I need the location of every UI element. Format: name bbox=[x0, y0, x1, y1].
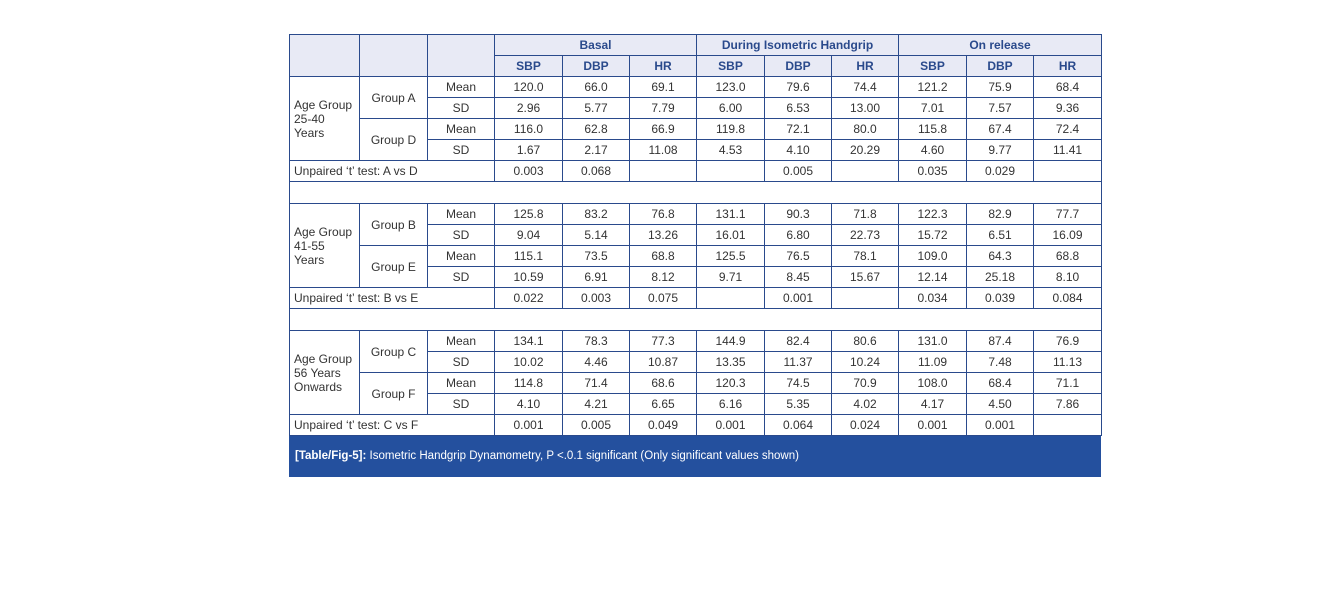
mean-value-cell: 90.3 bbox=[765, 204, 832, 225]
spacer-row bbox=[290, 309, 1102, 331]
mean-value-cell: 76.9 bbox=[1034, 331, 1102, 352]
mean-value-cell: 123.0 bbox=[697, 77, 765, 98]
sd-value-cell: 5.77 bbox=[563, 98, 630, 119]
p-value-cell: 0.001 bbox=[495, 415, 563, 436]
sd-value-cell: 15.67 bbox=[832, 267, 899, 288]
age-group-label bbox=[290, 331, 360, 415]
sd-value-cell: 2.96 bbox=[495, 98, 563, 119]
sd-value-cell: 4.10 bbox=[495, 394, 563, 415]
table-row bbox=[290, 331, 1102, 352]
sd-value-cell: 9.04 bbox=[495, 225, 563, 246]
mean-value-cell: 70.9 bbox=[832, 373, 899, 394]
sd-value-cell: 7.48 bbox=[967, 352, 1034, 373]
p-value-cell: 0.005 bbox=[765, 161, 832, 182]
stat-label: SD bbox=[428, 225, 495, 246]
table-row bbox=[290, 204, 1102, 225]
mean-value-cell: 69.1 bbox=[630, 77, 697, 98]
age-group-line: Onwards bbox=[294, 379, 343, 394]
age-group-line: 41-55 bbox=[294, 238, 325, 253]
mean-value-cell: 114.8 bbox=[495, 373, 563, 394]
age-group-line: 25-40 bbox=[294, 111, 325, 126]
stat-label: SD bbox=[428, 394, 495, 415]
mean-value-cell: 82.9 bbox=[967, 204, 1034, 225]
mean-value-cell: 116.0 bbox=[495, 119, 563, 140]
header-blank bbox=[428, 35, 495, 77]
age-group-line: Age Group bbox=[294, 224, 353, 239]
p-value-cell: 0.001 bbox=[765, 288, 832, 309]
stat-label: Mean bbox=[428, 77, 495, 98]
mean-value-cell: 125.5 bbox=[697, 246, 765, 267]
age-group-line: Years bbox=[294, 252, 325, 267]
mean-value-cell: 62.8 bbox=[563, 119, 630, 140]
sd-value-cell: 10.87 bbox=[630, 352, 697, 373]
p-value-cell: 0.064 bbox=[765, 415, 832, 436]
sd-value-cell: 11.08 bbox=[630, 140, 697, 161]
stat-label: Mean bbox=[428, 119, 495, 140]
mean-value-cell: 121.2 bbox=[899, 77, 967, 98]
mean-value-cell: 68.8 bbox=[1034, 246, 1102, 267]
p-value-cell: 0.084 bbox=[1034, 288, 1102, 309]
group-label: Group B bbox=[360, 204, 428, 246]
sd-value-cell: 6.80 bbox=[765, 225, 832, 246]
mean-value-cell: 120.0 bbox=[495, 77, 563, 98]
group-label: Group C bbox=[360, 331, 428, 373]
sd-value-cell: 7.57 bbox=[967, 98, 1034, 119]
mean-value-cell: 71.8 bbox=[832, 204, 899, 225]
p-value-cell: 0.035 bbox=[899, 161, 967, 182]
sd-value-cell: 22.73 bbox=[832, 225, 899, 246]
p-value-cell bbox=[832, 288, 899, 309]
sd-value-cell: 12.14 bbox=[899, 267, 967, 288]
header-measure: SBP bbox=[495, 56, 563, 77]
ttest-row bbox=[290, 415, 1102, 436]
mean-value-cell: 67.4 bbox=[967, 119, 1034, 140]
sd-value-cell: 7.86 bbox=[1034, 394, 1102, 415]
mean-value-cell: 78.1 bbox=[832, 246, 899, 267]
sd-value-cell: 8.10 bbox=[1034, 267, 1102, 288]
mean-value-cell: 74.4 bbox=[832, 77, 899, 98]
mean-value-cell: 122.3 bbox=[899, 204, 967, 225]
mean-value-cell: 108.0 bbox=[899, 373, 967, 394]
p-value-cell bbox=[1034, 415, 1102, 436]
sd-value-cell: 13.26 bbox=[630, 225, 697, 246]
mean-value-cell: 66.9 bbox=[630, 119, 697, 140]
sd-value-cell: 7.79 bbox=[630, 98, 697, 119]
mean-value-cell: 83.2 bbox=[563, 204, 630, 225]
sd-value-cell: 9.77 bbox=[967, 140, 1034, 161]
mean-value-cell: 125.8 bbox=[495, 204, 563, 225]
mean-value-cell: 134.1 bbox=[495, 331, 563, 352]
sd-value-cell: 11.41 bbox=[1034, 140, 1102, 161]
p-value-cell: 0.034 bbox=[899, 288, 967, 309]
sd-value-cell: 6.16 bbox=[697, 394, 765, 415]
stat-label: SD bbox=[428, 267, 495, 288]
header-measure: SBP bbox=[899, 56, 967, 77]
sd-value-cell: 6.51 bbox=[967, 225, 1034, 246]
ttest-row bbox=[290, 161, 1102, 182]
p-value-cell: 0.024 bbox=[832, 415, 899, 436]
sd-value-cell: 4.53 bbox=[697, 140, 765, 161]
p-value-cell: 0.001 bbox=[899, 415, 967, 436]
stat-label: Mean bbox=[428, 204, 495, 225]
sd-value-cell: 16.01 bbox=[697, 225, 765, 246]
stat-label: SD bbox=[428, 140, 495, 161]
sd-value-cell: 4.10 bbox=[765, 140, 832, 161]
p-value-cell: 0.039 bbox=[967, 288, 1034, 309]
caption-text: Isometric Handgrip Dynamometry, P <.0.1 significant (Only significant values shown) bbox=[366, 450, 799, 462]
mean-value-cell: 73.5 bbox=[563, 246, 630, 267]
sd-value-cell: 15.72 bbox=[899, 225, 967, 246]
caption-ref: [Table/Fig-5]: bbox=[295, 450, 367, 462]
age-group-label bbox=[290, 204, 360, 288]
p-value-cell: 0.029 bbox=[967, 161, 1034, 182]
header-blank bbox=[290, 35, 360, 77]
sd-value-cell: 16.09 bbox=[1034, 225, 1102, 246]
stat-label: SD bbox=[428, 98, 495, 119]
ttest-label: Unpaired ‘t’ test: A vs D bbox=[290, 161, 495, 182]
table-caption bbox=[289, 436, 1101, 477]
mean-value-cell: 76.5 bbox=[765, 246, 832, 267]
table-row bbox=[290, 119, 1102, 140]
p-value-cell: 0.049 bbox=[630, 415, 697, 436]
sd-value-cell: 4.02 bbox=[832, 394, 899, 415]
sd-value-cell: 10.24 bbox=[832, 352, 899, 373]
sd-value-cell: 11.09 bbox=[899, 352, 967, 373]
header-measure: DBP bbox=[967, 56, 1034, 77]
mean-value-cell: 131.0 bbox=[899, 331, 967, 352]
sd-value-cell: 4.50 bbox=[967, 394, 1034, 415]
p-value-cell: 0.003 bbox=[495, 161, 563, 182]
sd-value-cell: 9.36 bbox=[1034, 98, 1102, 119]
header-group: During Isometric Handgrip bbox=[697, 35, 899, 56]
stat-label: Mean bbox=[428, 246, 495, 267]
header-measure: DBP bbox=[765, 56, 832, 77]
mean-value-cell: 82.4 bbox=[765, 331, 832, 352]
sd-value-cell: 9.71 bbox=[697, 267, 765, 288]
group-label: Group D bbox=[360, 119, 428, 161]
mean-value-cell: 75.9 bbox=[967, 77, 1034, 98]
header-group: On release bbox=[899, 35, 1102, 56]
group-label: Group A bbox=[360, 77, 428, 119]
sd-value-cell: 6.91 bbox=[563, 267, 630, 288]
p-value-cell: 0.001 bbox=[967, 415, 1034, 436]
sd-value-cell: 6.65 bbox=[630, 394, 697, 415]
mean-value-cell: 115.8 bbox=[899, 119, 967, 140]
mean-value-cell: 109.0 bbox=[899, 246, 967, 267]
sd-value-cell: 11.13 bbox=[1034, 352, 1102, 373]
header-measure: HR bbox=[1034, 56, 1102, 77]
sd-value-cell: 4.17 bbox=[899, 394, 967, 415]
header-group: Basal bbox=[495, 35, 697, 56]
age-group-line: Years bbox=[294, 125, 325, 140]
spacer-cell bbox=[290, 182, 1102, 204]
sd-value-cell: 5.35 bbox=[765, 394, 832, 415]
spacer-cell bbox=[290, 309, 1102, 331]
sd-value-cell: 6.53 bbox=[765, 98, 832, 119]
mean-value-cell: 115.1 bbox=[495, 246, 563, 267]
sd-value-cell: 20.29 bbox=[832, 140, 899, 161]
p-value-cell: 0.001 bbox=[697, 415, 765, 436]
mean-value-cell: 120.3 bbox=[697, 373, 765, 394]
sd-value-cell: 8.12 bbox=[630, 267, 697, 288]
p-value-cell bbox=[697, 288, 765, 309]
mean-value-cell: 74.5 bbox=[765, 373, 832, 394]
sd-value-cell: 2.17 bbox=[563, 140, 630, 161]
age-group-line: Age Group bbox=[294, 351, 353, 366]
table-figure bbox=[289, 34, 1101, 477]
p-value-cell: 0.022 bbox=[495, 288, 563, 309]
group-label: Group E bbox=[360, 246, 428, 288]
mean-value-cell: 68.8 bbox=[630, 246, 697, 267]
table-row bbox=[290, 373, 1102, 394]
age-group-label bbox=[290, 77, 360, 161]
sd-value-cell: 6.00 bbox=[697, 98, 765, 119]
mean-value-cell: 71.4 bbox=[563, 373, 630, 394]
mean-value-cell: 144.9 bbox=[697, 331, 765, 352]
stat-label: Mean bbox=[428, 373, 495, 394]
header-measure: HR bbox=[630, 56, 697, 77]
p-value-cell bbox=[1034, 161, 1102, 182]
p-value-cell bbox=[697, 161, 765, 182]
sd-value-cell: 7.01 bbox=[899, 98, 967, 119]
hemodynamics-table bbox=[289, 34, 1102, 436]
sd-value-cell: 8.45 bbox=[765, 267, 832, 288]
mean-value-cell: 72.1 bbox=[765, 119, 832, 140]
sd-value-cell: 4.21 bbox=[563, 394, 630, 415]
mean-value-cell: 68.6 bbox=[630, 373, 697, 394]
p-value-cell bbox=[832, 161, 899, 182]
sd-value-cell: 25.18 bbox=[967, 267, 1034, 288]
header-blank bbox=[360, 35, 428, 77]
mean-value-cell: 68.4 bbox=[1034, 77, 1102, 98]
p-value-cell: 0.075 bbox=[630, 288, 697, 309]
sd-value-cell: 10.02 bbox=[495, 352, 563, 373]
stat-label: SD bbox=[428, 352, 495, 373]
ttest-row bbox=[290, 288, 1102, 309]
mean-value-cell: 119.8 bbox=[697, 119, 765, 140]
sd-value-cell: 10.59 bbox=[495, 267, 563, 288]
p-value-cell bbox=[630, 161, 697, 182]
mean-value-cell: 64.3 bbox=[967, 246, 1034, 267]
table-row bbox=[290, 246, 1102, 267]
mean-value-cell: 80.0 bbox=[832, 119, 899, 140]
mean-value-cell: 66.0 bbox=[563, 77, 630, 98]
mean-value-cell: 68.4 bbox=[967, 373, 1034, 394]
mean-value-cell: 77.7 bbox=[1034, 204, 1102, 225]
sd-value-cell: 13.00 bbox=[832, 98, 899, 119]
stat-label: Mean bbox=[428, 331, 495, 352]
ttest-label: Unpaired ‘t’ test: C vs F bbox=[290, 415, 495, 436]
sd-value-cell: 13.35 bbox=[697, 352, 765, 373]
group-label: Group F bbox=[360, 373, 428, 415]
mean-value-cell: 71.1 bbox=[1034, 373, 1102, 394]
table-row bbox=[290, 77, 1102, 98]
mean-value-cell: 80.6 bbox=[832, 331, 899, 352]
age-group-line: Age Group bbox=[294, 97, 353, 112]
ttest-label: Unpaired ‘t’ test: B vs E bbox=[290, 288, 495, 309]
sd-value-cell: 4.46 bbox=[563, 352, 630, 373]
mean-value-cell: 78.3 bbox=[563, 331, 630, 352]
p-value-cell: 0.068 bbox=[563, 161, 630, 182]
mean-value-cell: 131.1 bbox=[697, 204, 765, 225]
spacer-row bbox=[290, 182, 1102, 204]
mean-value-cell: 87.4 bbox=[967, 331, 1034, 352]
p-value-cell: 0.005 bbox=[563, 415, 630, 436]
header-measure: HR bbox=[832, 56, 899, 77]
sd-value-cell: 4.60 bbox=[899, 140, 967, 161]
header-measure: DBP bbox=[563, 56, 630, 77]
sd-value-cell: 11.37 bbox=[765, 352, 832, 373]
mean-value-cell: 72.4 bbox=[1034, 119, 1102, 140]
header-measure: SBP bbox=[697, 56, 765, 77]
sd-value-cell: 1.67 bbox=[495, 140, 563, 161]
sd-value-cell: 5.14 bbox=[563, 225, 630, 246]
mean-value-cell: 77.3 bbox=[630, 331, 697, 352]
p-value-cell: 0.003 bbox=[563, 288, 630, 309]
header-row-groups bbox=[290, 35, 1102, 56]
mean-value-cell: 76.8 bbox=[630, 204, 697, 225]
age-group-line: 56 Years bbox=[294, 365, 341, 380]
mean-value-cell: 79.6 bbox=[765, 77, 832, 98]
